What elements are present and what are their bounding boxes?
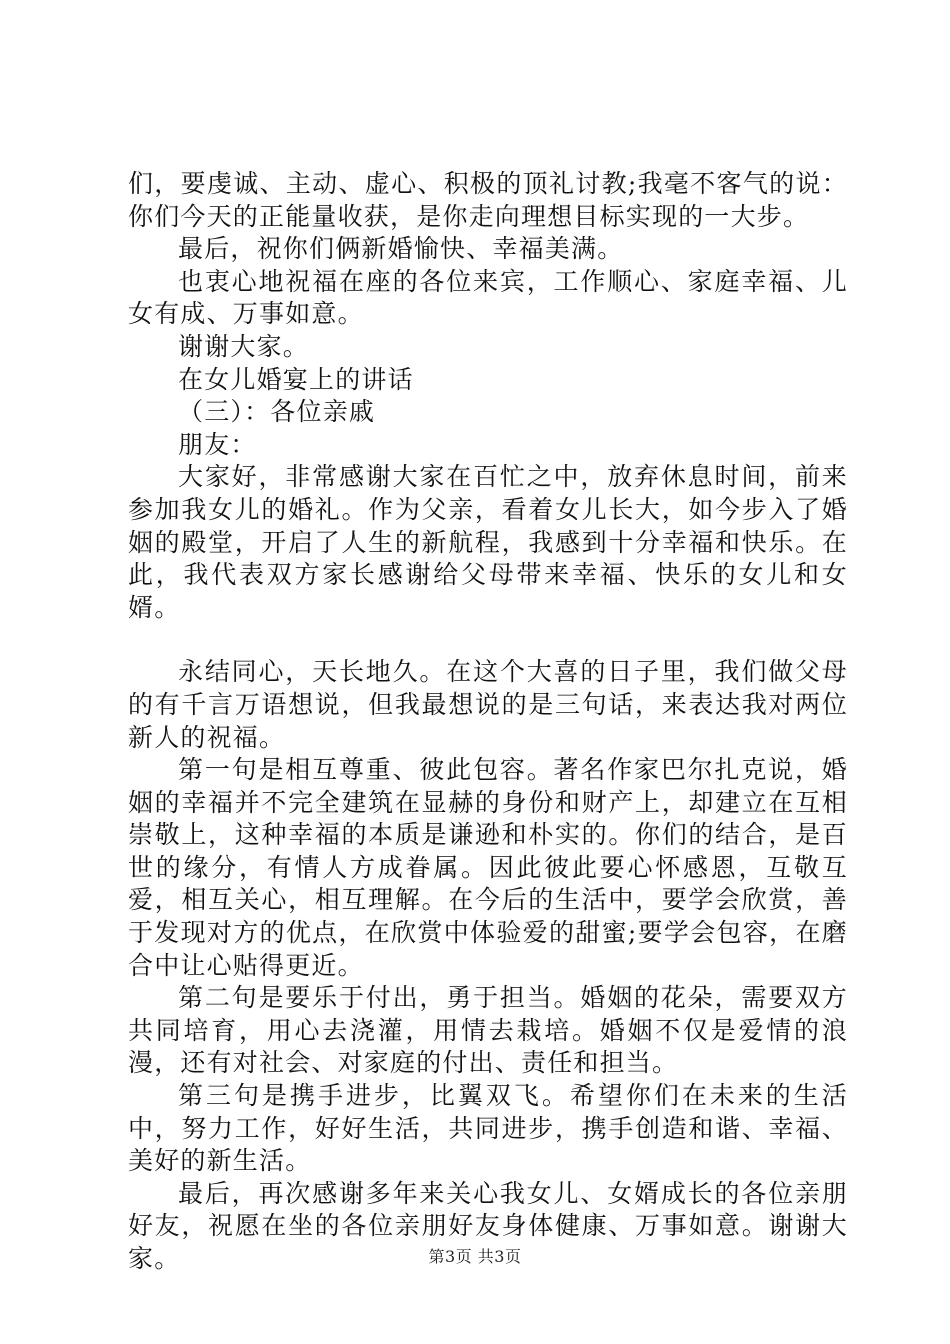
paragraph-wishes-couple: 最后，祝你们俩新婚愉快、幸福美满。: [178, 234, 624, 264]
page-number-footer: 第3页 共3页: [428, 1247, 522, 1266]
paragraph-greeting: 大家好，非常感谢大家在百忙之中，放弃休息时间，前来参加我女儿的婚礼。作为父亲，看着女儿长大，如今步入了婚姻的殿堂，开启了人生的新航程，我感到十分幸福和快乐。在此，我代表双方家长感谢给父母带来幸福、快乐的女儿和女婿。: [128, 462, 848, 622]
salutation: 朋友：: [178, 429, 257, 459]
document-body: [128, 168, 848, 1276]
paragraph-third-point: 第三句是携手进步，比翼双飞。希望你们在未来的生活中，努力工作，好好生活，共同进步，携手创造和谐、幸福、美好的新生活。: [128, 1081, 848, 1176]
paragraph-first-point: 第一句是相互尊重、彼此包容。著名作家巴尔扎克说，婚姻的幸福并不完全建筑在显赫的身份和财产上，却建立在互相崇敬上，这种幸福的本质是谦逊和朴实的。你们的结合，是百世的缘分，有情人方成眷属。因此彼此要心怀感恩，互敬互爱，相互关心，相互理解。在今后的生活中，要学会欣赏，善于发现对方的优点，在欣赏中体验爱的甜蜜;要学会包容，在磨合中让心贴得更近。: [128, 755, 848, 980]
paragraph-blessing: 永结同心，天长地久。在这个大喜的日子里，我们做父母的有千言万语想说，但我最想说的是三句话，来表达我对两位新人的祝福。: [128, 657, 848, 752]
paragraph-continuation: 们，要虔诚、主动、虚心、积极的顶礼讨教;我毫不客气的说：你们今天的正能量收获，是你走向理想目标实现的一大步。: [128, 169, 848, 231]
section-heading: 在女儿婚宴上的讲话: [178, 364, 414, 394]
paragraph-thanks: 谢谢大家。: [178, 331, 310, 361]
paragraph-wishes-guests: 也衷心地祝福在座的各位来宾，工作顺心、家庭幸福、儿女有成、万事如意。: [128, 266, 848, 329]
paragraph-closing: 最后，再次感谢多年来关心我女儿、女婿成长的各位亲朋好友，祝愿在坐的各位亲朋好友身体健康、万事如意。谢谢大家。: [128, 1178, 848, 1273]
section-subheading: （三）：各位亲戚: [178, 397, 376, 427]
paragraph-second-point: 第二句是要乐于付出，勇于担当。婚姻的花朵，需要双方共同培育，用心去浇灌，用情去栽培。婚姻不仅是爱情的浪漫，还有对社会、对家庭的付出、责任和担当。: [128, 983, 848, 1078]
paragraph-gap: [128, 624, 848, 656]
